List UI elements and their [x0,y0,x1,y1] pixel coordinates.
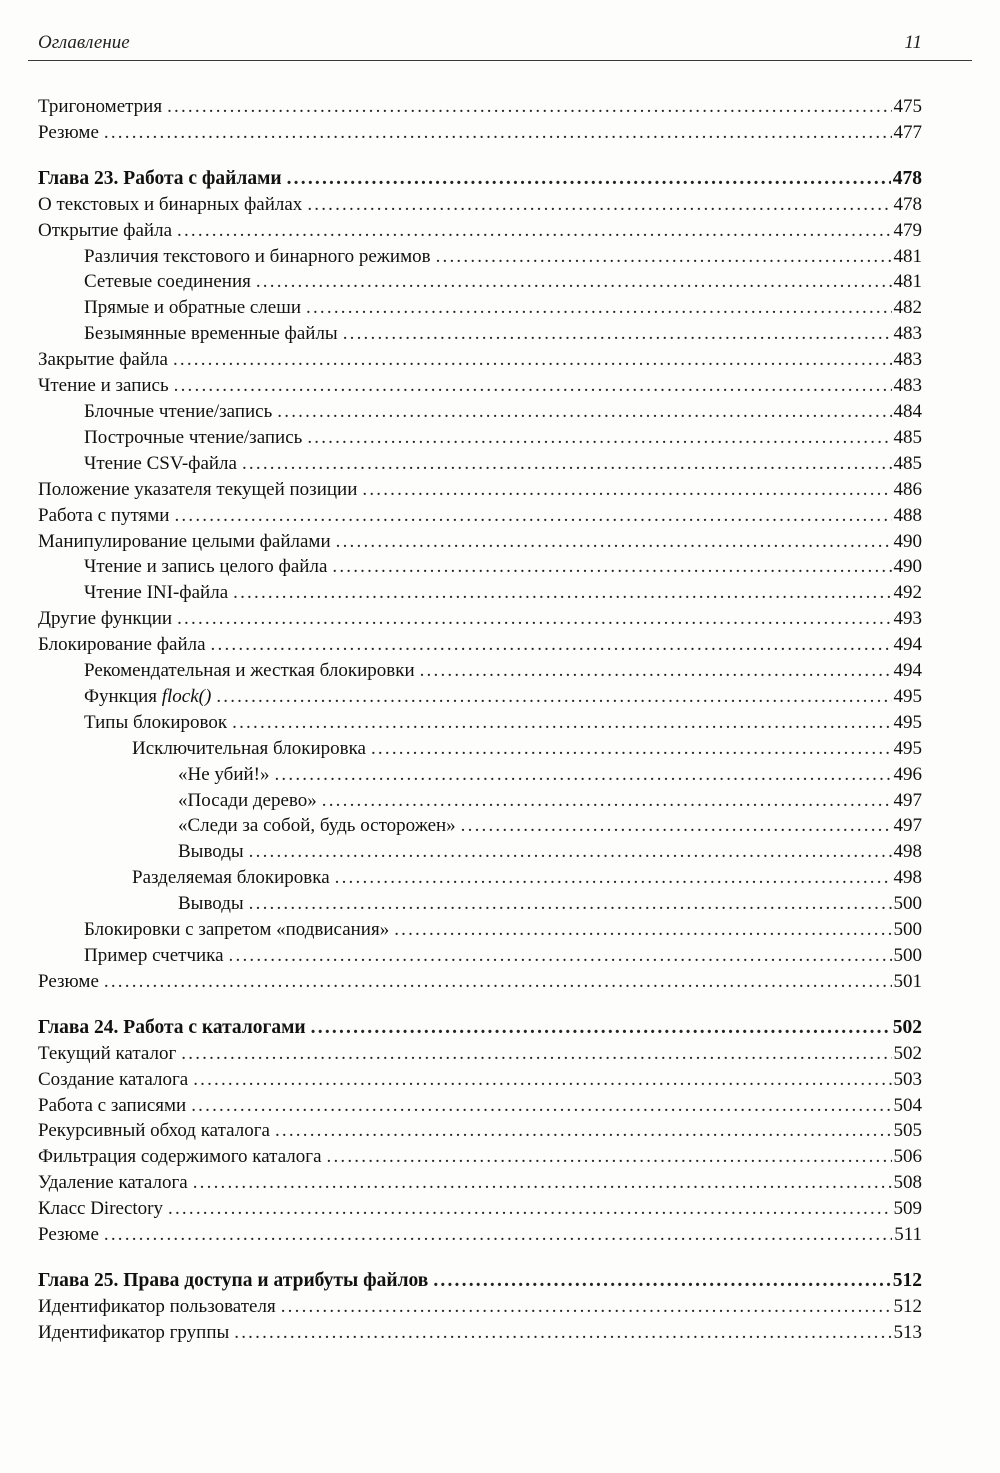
toc-entry-page-number: 497 [893,789,922,811]
toc-entry-label-text: Пример счетчика [84,945,224,966]
toc-entry-label-text: Блочные чтение/запись [84,400,273,422]
toc-entry-label-text: Работа с путями [38,504,170,526]
dot-leader [233,580,891,606]
toc-entry-label [178,762,269,788]
toc-entry-label-text: Прямые и обратные слеши [84,297,302,319]
toc-entry-label-text: Функция [84,685,162,707]
toc-entry-label [38,606,172,632]
toc-entry-page-number: 475 [893,96,922,117]
toc-entry-label [38,1118,270,1144]
toc-entry [38,839,922,865]
dot-leader [193,1170,892,1196]
toc-entry-label [84,917,389,943]
toc-entry-page-number: 484 [893,400,922,422]
toc-entry-label-text: О текстовых и бинарных файлах [38,193,303,215]
dot-leader [307,192,891,218]
dot-leader [191,1093,891,1119]
dot-leader [249,839,892,865]
dot-leader [287,166,891,192]
page-header [0,0,1000,60]
toc-entry-label [38,166,282,192]
dot-leader [104,1222,892,1248]
header-page-number: 11 [904,32,922,53]
dot-leader [362,477,891,503]
toc-entry-label [38,1294,276,1320]
toc-chapter-entry [38,1268,922,1294]
toc-entry-page-number: 479 [893,219,922,241]
toc-entry-label-text: Чтение INI-файла [84,582,229,604]
toc-chapter-entry [38,1015,922,1041]
toc-entry [38,1170,922,1196]
dot-leader [277,399,891,425]
toc-entry-page-number: 502 [892,1016,922,1038]
toc-entry-label-text: Идентификатор пользователя [38,1295,276,1317]
toc-entry [38,321,922,347]
dot-leader [335,865,892,891]
toc-entry [38,1067,922,1093]
dot-leader [242,451,892,477]
toc-entry-label-text: Выводы [178,841,244,863]
toc-entry-label [84,269,251,295]
toc-entry-page-number: 498 [893,841,922,863]
toc-entry [38,451,922,477]
toc-entry-label [178,788,317,814]
dot-leader [327,1144,892,1170]
dot-leader [177,218,891,244]
toc-entry-page-number: 490 [893,556,922,578]
toc-entry-page-number: 500 [893,919,922,941]
toc-entry-label-text: Глава 25. Права доступа и атрибуты файлов [38,1269,429,1291]
dot-leader [104,120,892,146]
toc-entry-label [38,1222,99,1248]
dot-leader [104,969,892,995]
toc-entry-label [84,554,327,580]
toc-entry-page-number: 483 [893,349,922,371]
toc-entry-page-number: 495 [893,685,922,707]
toc-entry-page-number: 512 [892,1269,922,1291]
toc-entry-label [84,244,431,270]
toc-entry [38,865,922,891]
toc-entry-label-text: Сетевые соединения [84,271,251,293]
toc-entry-label [84,943,224,969]
dot-leader [420,658,892,684]
dot-leader [322,788,892,814]
toc-entry-label-text: Открытие файла [38,219,173,241]
toc-entry [38,120,922,146]
toc-entry-page-number: 500 [893,945,922,966]
dot-leader [234,1320,891,1346]
toc-entry-label-text: Идентификатор группы [38,1321,230,1343]
toc-entry-page-number: 501 [893,970,922,992]
toc-entry [38,218,922,244]
toc-entry-label [84,658,415,684]
toc-entry-label [84,399,272,425]
toc-entry-label-text: Резюме [38,1224,99,1246]
toc-entry-label [38,1041,176,1067]
toc-entry-page-number: 494 [893,660,922,682]
toc-entry-label-text: Исключительная блокировка [132,737,366,759]
toc-entry [38,1041,922,1067]
toc-entry [38,736,922,762]
toc-entry-label [84,451,237,477]
toc-entry [38,373,922,399]
toc-entry-page-number: 497 [893,815,922,837]
toc-entry-label-text: Резюме [38,121,99,143]
toc-entry [38,710,922,736]
dot-leader [394,917,891,943]
toc-entry [38,1196,922,1222]
dot-leader [256,269,892,295]
dot-leader [336,529,892,555]
dot-leader [211,632,892,658]
dot-leader [275,1118,892,1144]
toc-entry-label-text: Манипулирование целыми файлами [38,530,331,552]
toc-entry-page-number: 508 [893,1172,922,1194]
toc-entry-page-number: 495 [893,737,922,759]
toc-entry [38,244,922,270]
toc-entry-page-number: 478 [892,167,922,189]
toc-entry-label-text: «Следи за собой, будь осторожен» [178,815,456,837]
dot-leader [216,684,891,710]
toc-entry [38,917,922,943]
toc-entry [38,1118,922,1144]
toc-entry-label-text: Чтение и запись [38,375,169,397]
toc-entry-page-number: 490 [893,530,922,552]
toc-entry-label-text: Рекомендательная и жесткая блокировки [84,660,415,682]
dot-leader [193,1067,891,1093]
dot-leader [174,503,891,529]
toc-entry [38,606,922,632]
toc-entry-page-number: 504 [893,1094,922,1116]
toc-entry-label [84,425,302,451]
toc-entry [38,684,922,710]
toc-entry-label-text: Построчные чтение/запись [84,426,303,448]
dot-leader [168,1196,891,1222]
toc-entry [38,477,922,503]
toc-entry-label [38,1320,229,1346]
toc-entry-label-text: Класс Directory [38,1198,164,1220]
toc-entry-label [38,218,172,244]
toc-entry [38,1222,922,1248]
toc-entry-label [38,1170,188,1196]
toc-entry-label-text: Чтение CSV-файла [84,452,237,474]
header-rule [28,60,972,61]
toc-entry [38,1320,922,1346]
toc-entry [38,632,922,658]
header-title: Оглавление [38,32,130,53]
toc-entry-label-text: Резюме [38,970,99,992]
toc-entry-label [38,347,168,373]
dot-leader [311,1015,891,1041]
toc-entry [38,503,922,529]
dot-leader [436,244,892,270]
toc-entry-label [178,839,244,865]
dot-leader [332,554,891,580]
toc-entry [38,554,922,580]
toc-entry-label-text: Различия текстового и бинарного режимов [84,245,431,267]
dot-leader [343,321,892,347]
toc-entry-label-text: Чтение и запись целого файла [84,556,328,578]
toc-entry-label [132,865,330,891]
toc-entry-page-number: 485 [893,452,922,474]
toc-entry [38,94,922,120]
toc-entry-label [38,632,206,658]
toc-entry-page-number: 512 [893,1295,922,1317]
toc-entry-label-text: Другие функции [38,608,173,630]
toc-entry-label [38,1144,322,1170]
toc-chapter-entry [38,166,922,192]
dot-leader [232,710,891,736]
toc-entry-page-number: 492 [893,582,922,604]
toc-entry-label [84,580,228,606]
toc-entry-page-number: 505 [893,1120,922,1142]
toc-entry [38,891,922,917]
toc-entry-label-text: Безымянные временные файлы [84,323,338,345]
toc-entry-label-text: Типы блокировок [84,711,228,733]
toc-entry-label-text: Выводы [178,893,244,915]
toc-entry-label [84,710,227,736]
toc-entry-page-number: 485 [893,426,922,448]
toc-entry [38,269,922,295]
toc-entry-label [38,373,169,399]
dot-leader [306,295,891,321]
toc-entry [38,658,922,684]
dot-leader [274,762,891,788]
dot-leader [181,1041,891,1067]
dot-leader [173,347,892,373]
toc-entry-page-number: 483 [893,323,922,345]
toc-entry [38,1093,922,1119]
toc-entry-label-text: Положение указателя текущей позиции [38,478,358,500]
toc-entry-page-number: 500 [893,893,922,915]
toc-entry [38,347,922,373]
toc-entry-page-number: 486 [893,478,922,500]
toc-entry-label [38,94,162,120]
toc-entry-page-number: 478 [893,193,922,215]
toc-entry-page-number: 513 [893,1321,922,1343]
toc-entry-page-number: 495 [893,711,922,733]
toc-entry-page-number: 496 [893,763,922,785]
toc-entry-page-number: 498 [893,867,922,889]
toc-entry [38,192,922,218]
toc-entry-page-number: 509 [893,1198,922,1220]
toc-entry [38,1294,922,1320]
dot-leader [433,1268,890,1294]
toc-entry [38,295,922,321]
toc-entry-page-number: 481 [893,245,922,267]
toc-entry-label [84,295,301,321]
toc-entry-label [84,684,211,710]
toc-entry [38,788,922,814]
toc-entry-page-number: 494 [893,634,922,656]
toc-entry-page-number: 488 [893,504,922,526]
toc-entry [38,943,922,969]
dot-leader [249,891,892,917]
dot-leader [174,373,892,399]
toc-entry-label [38,192,302,218]
toc-entry-label-text: Фильтрация содержимого каталога [38,1146,322,1168]
toc-entry [38,813,922,839]
toc-entry-label-text: «Не убий!» [178,763,270,785]
toc-entry-page-number: 483 [893,375,922,397]
toc-entry-label [132,736,366,762]
toc-entry-label [38,1093,186,1119]
toc-entry-label-italic: flock() [161,685,212,707]
toc-entry-page-number: 502 [893,1042,922,1064]
toc-entry-label-text: Работа с записями [38,1094,187,1116]
dot-leader [229,943,892,969]
toc-entry-label [38,1067,188,1093]
toc-entry-label [178,891,244,917]
toc-entry [38,399,922,425]
toc-entry [38,969,922,995]
dot-leader [281,1294,892,1320]
dot-leader [177,606,891,632]
toc-entry-label-text: Текущий каталог [38,1042,177,1064]
toc-entry-page-number: 477 [893,121,922,143]
toc-entry-label-text: Рекурсивный обход каталога [38,1120,270,1142]
toc-entry-page-number: 503 [893,1068,922,1090]
dot-leader [307,425,891,451]
toc-entry [38,529,922,555]
toc-entry-label-text: Глава 23. Работа с файлами [38,167,282,189]
toc-entry-label-text: Блокировки с запретом «подвисания» [84,919,390,941]
toc-entry-label-text: Глава 24. Работа с каталогами [38,1016,306,1038]
toc-entry [38,762,922,788]
toc-entry-page-number: 482 [893,297,922,319]
toc-entry-label-text: Разделяемая блокировка [132,867,330,889]
toc-entry-label [38,1268,428,1294]
toc-entry [38,1144,922,1170]
toc-entry-page-number: 481 [893,271,922,293]
toc-entry-label [178,813,456,839]
toc-entry-label [38,120,99,146]
dot-leader [371,736,892,762]
toc-entry-label [38,1015,306,1041]
toc-entry-page-number: 493 [893,608,922,630]
toc-entry-label [84,321,338,347]
toc-entry-label-text: Создание каталога [38,1068,189,1090]
toc-entry-label-text: «Посади дерево» [178,789,317,811]
dot-leader [167,94,891,120]
toc-entry-label [38,477,357,503]
toc-entry-page-number: 511 [894,1224,922,1246]
toc-entry-label-text: Блокирование файла [38,634,206,656]
toc-list [38,94,922,1346]
toc-entry-label-text: Тригонометрия [38,96,163,117]
toc-entry-label-text: Удаление каталога [38,1172,188,1194]
toc-entry-label [38,529,331,555]
toc-entry-label [38,969,99,995]
toc-entry [38,425,922,451]
dot-leader [461,813,892,839]
toc-entry-page-number: 506 [893,1146,922,1168]
toc-entry-label [38,1196,163,1222]
toc-entry-label [38,503,169,529]
toc-entry [38,580,922,606]
toc-entry-label-text: Закрытие файла [38,349,168,371]
